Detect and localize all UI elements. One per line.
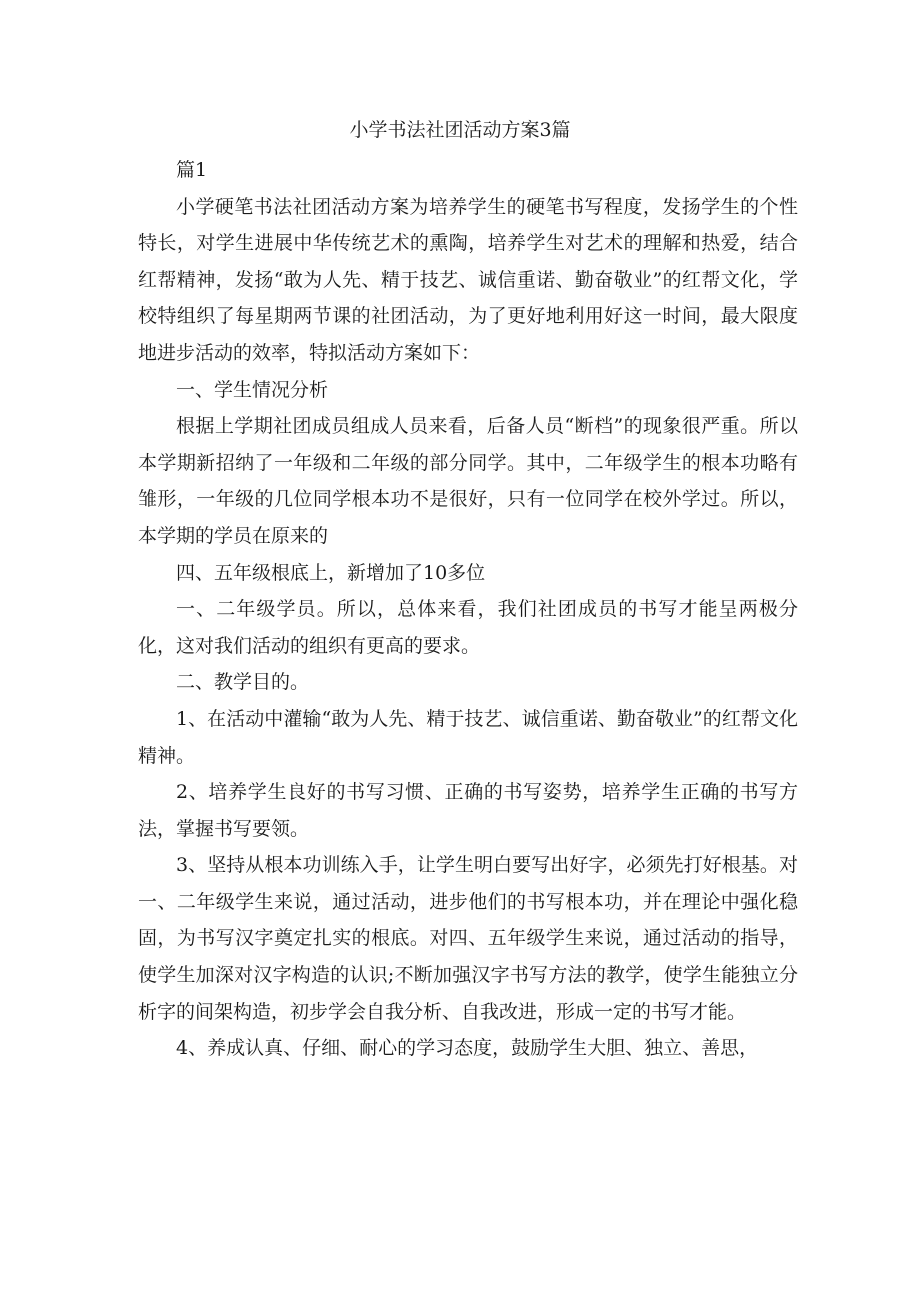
paragraph-grade-four-five: 四、五年级根底上，新增加了10多位 <box>176 561 486 584</box>
paragraph-heading-teaching-goals: 二、教学目的。 <box>176 671 310 694</box>
paragraph-section-heading: 篇1 <box>176 159 208 181</box>
document-title: 小学书法社团活动方案3篇 <box>349 119 571 141</box>
document-body <box>138 152 798 1067</box>
paragraph-goal-2: 2、培养学生良好的书写习惯、正确的书写姿势，培养学生正确的书写方法，掌握书写要领。 <box>138 781 798 840</box>
paragraph-student-analysis: 根据上学期社团成员组成人员来看，后备人员“断档”的现象很严重。所以本学期新招纳了一年级和二年级的部分同学。其中，二年级学生的根本功略有雏形，一年级的几位同学根本功不是很好，只有一位同学在校外学过。所以，本学期的学员在原来的 <box>138 415 798 547</box>
paragraph-heading-student-analysis: 一、学生情况分析 <box>176 378 329 401</box>
paragraph-goal-4: 4、养成认真、仔细、耐心的学习态度，鼓励学生大胆、独立、善思， <box>176 1037 759 1060</box>
paragraph-intro: 小学硬笔书法社团活动方案为培养学生的硬笔书写程度，发扬学生的个性特长，对学生进展中华传统艺术的熏陶，培养学生对艺术的理解和热爱，结合红帮精神，发扬“敢为人先、精于技艺、诚信重诺、勤奋敬业”的红帮文化，学校特组织了每星期两节课的社团活动，为了更好地利用好这一时间，最大限度地进步活动的效率，特拟活动方案如下： <box>138 195 798 364</box>
paragraph-goal-3: 3、坚持从根本功训练入手，让学生明白要写出好字，必须先打好根基。对一、二年级学生来说，通过活动，进步他们的书写根本功，并在理论中强化稳固，为书写汉字奠定扎实的根底。对四、五年级学生来说，通过活动的指导，使学生加深对汉字构造的认识;不断加强汉字书写方法的教学，使学生能独立分析字的间架构造，初步学会自我分析、自我改进，形成一定的书写才能。 <box>138 854 798 1023</box>
paragraph-grade-one-two: 一、二年级学员。所以，总体来看，我们社团成员的书写才能呈两极分化，这对我们活动的组织有更高的要求。 <box>138 598 798 657</box>
paragraph-goal-1: 1、在活动中灌输“敢为人先、精于技艺、诚信重诺、勤奋敬业”的红帮文化精神。 <box>138 707 798 767</box>
